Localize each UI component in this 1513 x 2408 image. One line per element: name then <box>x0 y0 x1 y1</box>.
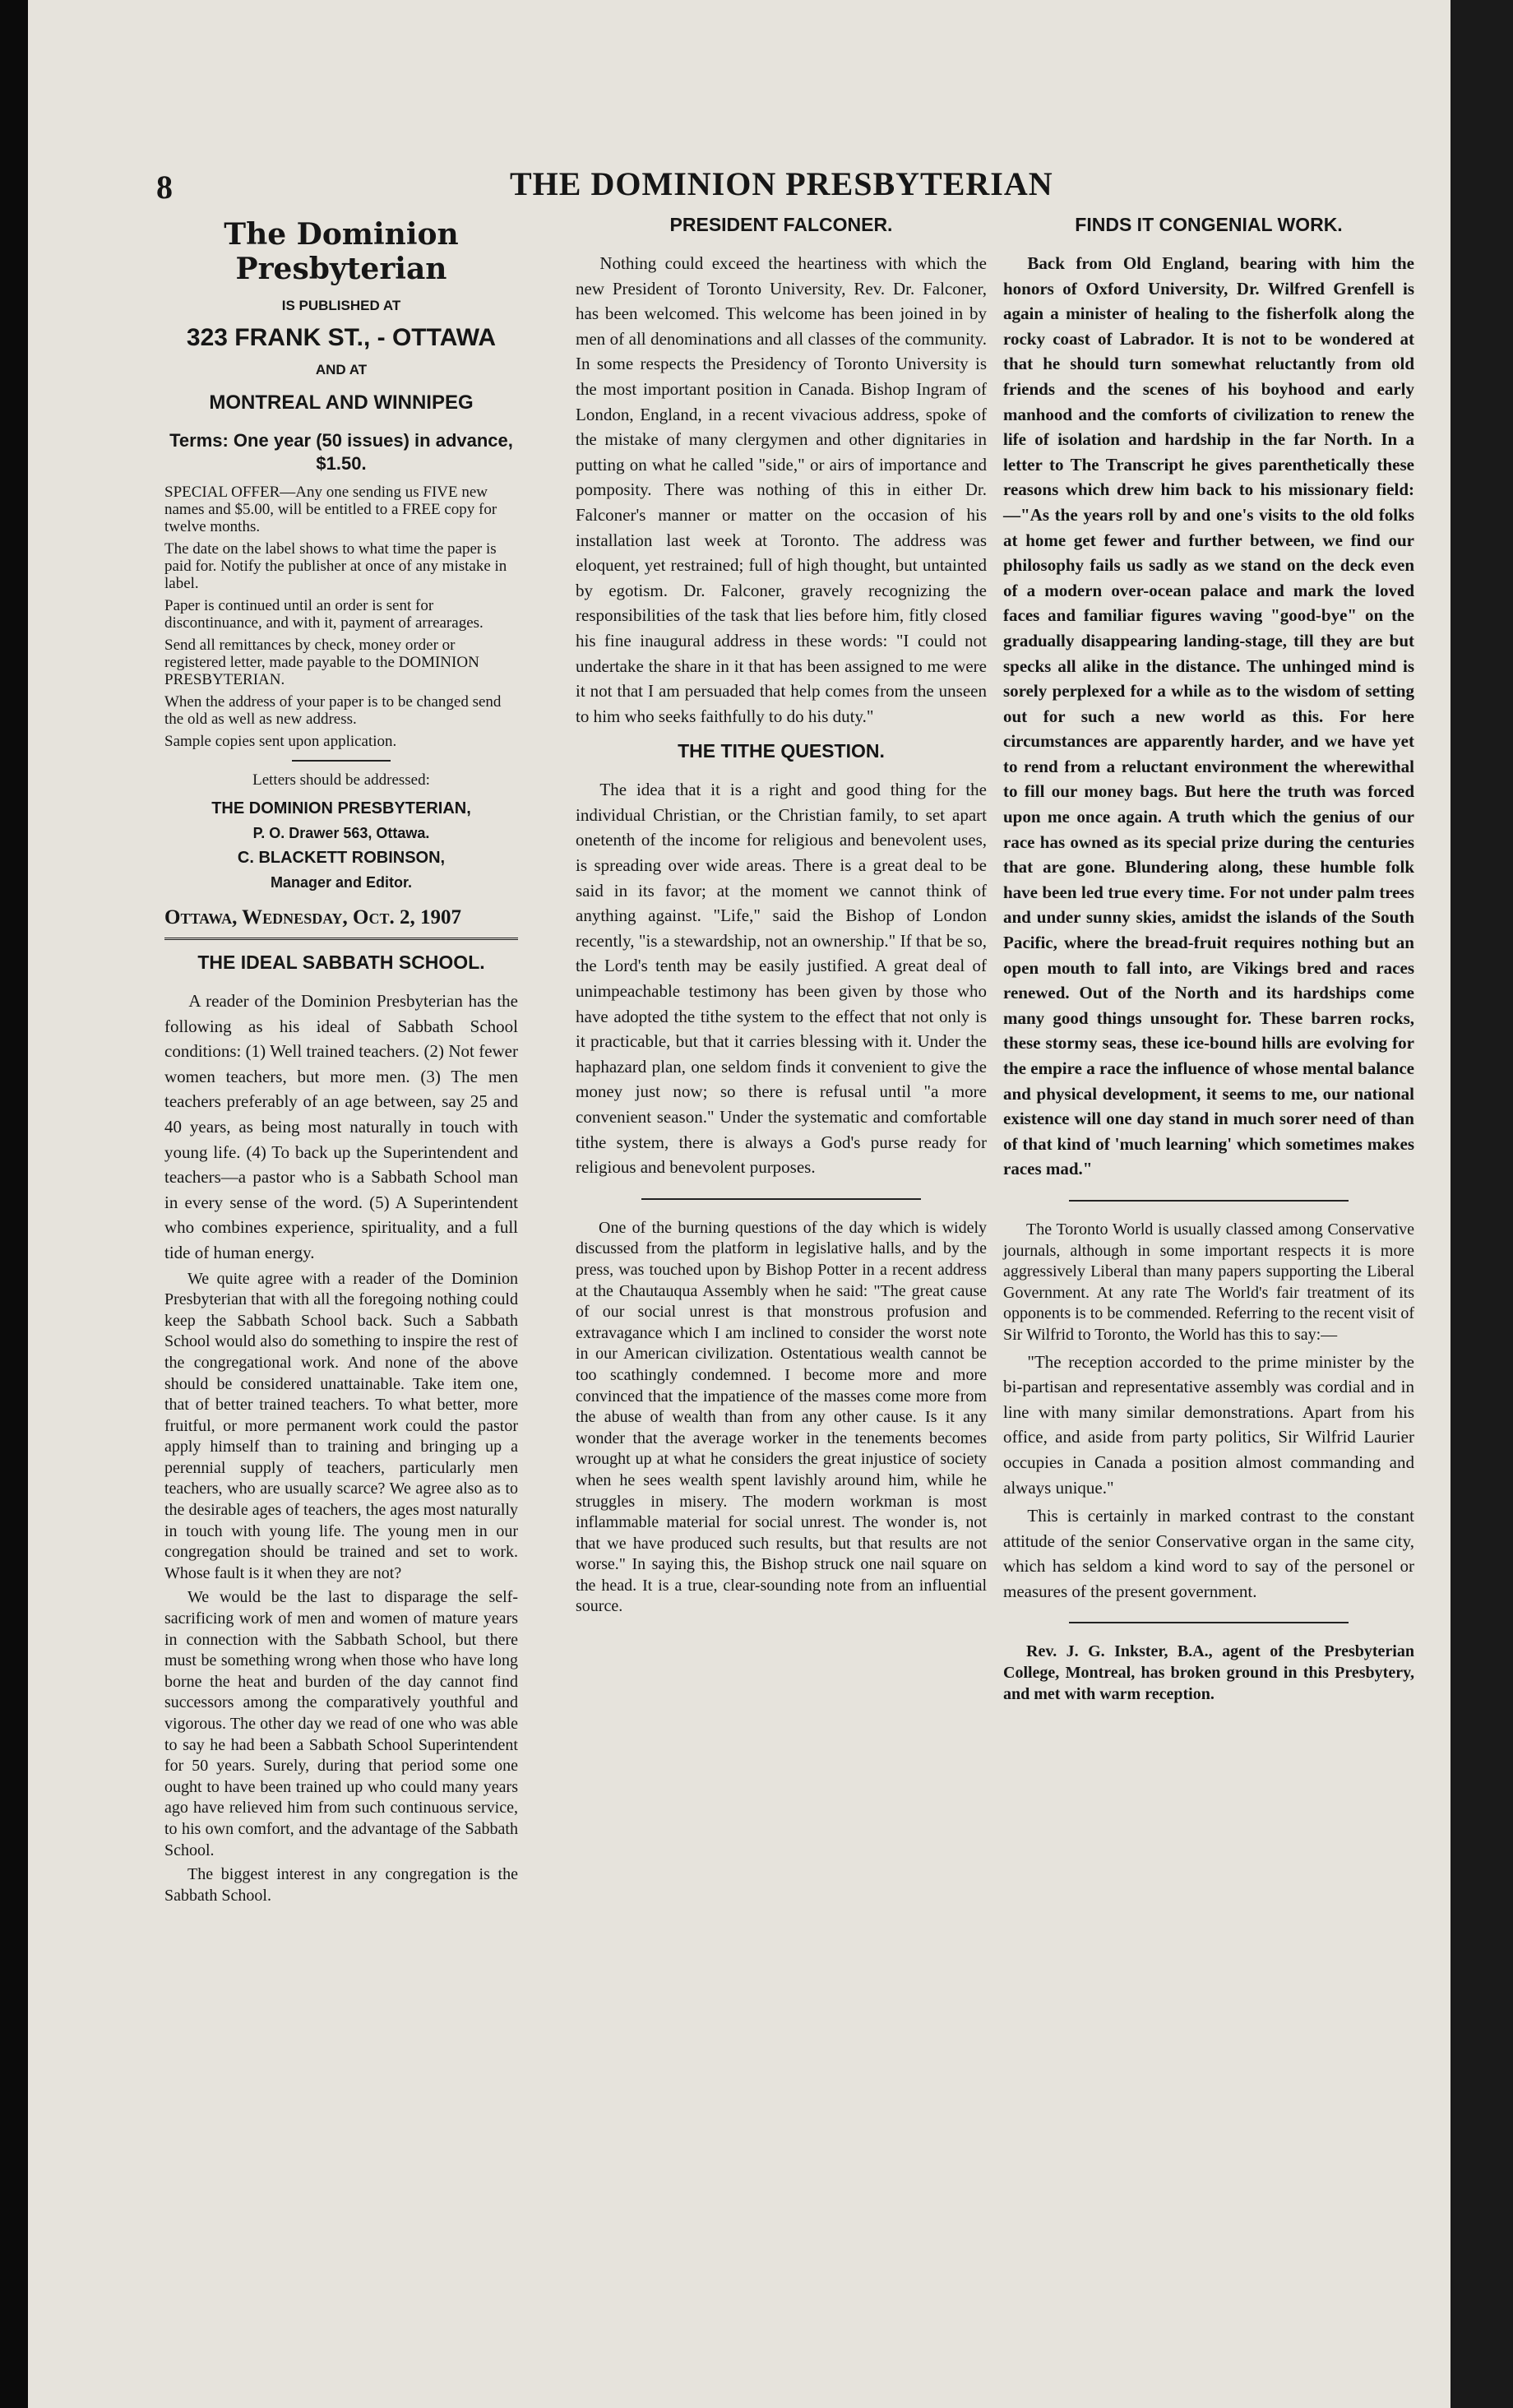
mailing-name: THE DOMINION PRESBYTERIAN, <box>211 799 471 817</box>
running-header: THE DOMINION PRESBYTERIAN <box>510 165 1053 202</box>
publisher-address: 323 FRANK ST., - OTTAWA <box>186 324 497 351</box>
article-heading: FINDS IT CONGENIAL WORK. <box>1075 214 1343 235</box>
divider <box>1069 1200 1349 1202</box>
divider <box>641 1198 921 1200</box>
article-paragraph: A reader of the Dominion Presbyterian has the following as his ideal of Sabbath School conditions: (1) Well trained teachers. (2) Not fewer women teachers, but more men. (3) The men teachers preferably of an age between, say 25 and 40 years, as being most naturally in touch with young life. (4) To back up the Superintendent and teachers—a pastor who is a Sabbath School man in every sense of the word. (5) A Superintendent who combines experience, spirituality, and a full tide of human energy. <box>164 991 518 1262</box>
notice: Send all remittances by check, money order or registered letter, made payable to the DOMINION PRESBYTERIAN. <box>164 637 479 688</box>
article-heading: PRESIDENT FALCONER. <box>669 214 893 235</box>
mailing-po: P. O. Drawer 563, Ottawa. <box>252 825 430 841</box>
column-right <box>1003 214 1414 1708</box>
notice: When the address of your paper is to be changed send the old as well as new address. <box>164 693 502 728</box>
dateline: Ottawa, Wednesday, Oct. 2, 1907 <box>164 906 518 940</box>
article-paragraph: The Toronto World is usually classed among Conservative journals, although in some important respects it is more aggressively Liberal than many papers supporting the Liberal Government. At any rate The World's fair treatment of its opponents is to be commended. Referring to the recent visit of Sir Wilfrid to Toronto, the World has this to say:— <box>1003 1220 1414 1344</box>
divider <box>1069 1622 1349 1623</box>
notice: Paper is continued until an order is sent for discontinuance, and with it, payment of arrearages. <box>164 597 484 632</box>
article-paragraph: The biggest interest in any congregation is the Sabbath School. <box>164 1865 518 1905</box>
article-paragraph: This is certainly in marked contrast to the constant attitude of the senior Conservative organ in the same city, which has seldom a kind word to say of the personel or measures of the present government. <box>1003 1506 1414 1601</box>
editor-name: C. BLACKETT ROBINSON, <box>237 849 446 867</box>
scan-edge <box>1451 0 1513 2408</box>
page-content <box>156 156 1423 2336</box>
published-at: IS PUBLISHED AT <box>281 298 401 313</box>
cities: MONTREAL AND WINNIPEG <box>209 391 474 414</box>
notice: SPECIAL OFFER—Any one sending us FIVE new names and $5.00, will be entitled to a FREE copy for twelve months. <box>164 484 497 535</box>
column-middle <box>576 214 987 1621</box>
article-heading: THE IDEAL SABBATH SCHOOL. <box>197 952 485 973</box>
article-paragraph: Back from Old England, bearing with him the honors of Oxford University, Dr. Wilfred Grenfell is again a minister of healing to the fisherfolk along the rocky coast of Labrador. It is not to be wondered at that he should turn somewhat reluctantly from old friends and the scenes of his boyhood and early manhood and the comforts of civilization to renew the life of isolation and hardship in the far North. In a letter to The Transcript he gives parenthetically these reasons which drew him back to his missionary field:—"As the years roll by and one's visits to the old folks at home get fewer and further between, we find our philosophy fails us sadly as we stand on the deck even of a modern over-ocean palace and mark the loved faces and familiar figures waving "good-bye" on the gradually disappearing landing-stage, till they are but specks all alike in the distance. The unhinged mind is sorely perplexed for a while as to the wisdom of setting out for such a new world as this. For here circumstances are apparently harder, and we have yet to rend from a reluctant environment the wherewithal to fill our money bags. But here the truth was forced upon me once again. A truth which the genius of our race has owned as its special prize during the centuries that are gone. Blundering along, these humble folk have been led true every time. For not under palm trees and under sunny skies, amidst the islands of the South Pacific, where the bread-fruit requires nothing but an open mouth to fall into, are Vikings bred and races renewed. Out of the North and its hardships come many good things unsought for. These barren rocks, these stormy seas, these ice-bound hills are evolving for the empire a race the influence of whose mental balance and physical development, it seems to me, our national existence will one day stand in much sorer need of than of that kind of 'much learning' which sometimes makes races mad." <box>1003 253 1414 1179</box>
editor-title: Manager and Editor. <box>270 874 413 891</box>
article-paragraph: "The reception accorded to the prime minister by the bi-partisan and representative assembly was cordial and in line with many similar demonstrations. Apart from his office, and aside from party politics, Sir Wilfrid Laurier occupies in Canada a position almost commanding and always unique." <box>1003 1351 1414 1498</box>
page-number: 8 <box>156 169 173 206</box>
article-paragraph: Rev. J. G. Inkster, B.A., agent of the Presbyterian College, Montreal, has broken ground in this Presbytery, and met with warm reception. <box>1003 1642 1414 1703</box>
subscription-terms: Terms: One year (50 issues) in advance, $1.50. <box>169 430 513 474</box>
article-paragraph: Nothing could exceed the heartiness with which the new President of Toronto University, Rev. Dr. Falconer, has been welcomed. This welcome has been joined in by men of all denominations and all classes of the community. In some respects the Presidency of Toronto University is the most important position in Canada. Bishop Ingram of London, England, in a recent vivacious address, spoke of the mistake of many clergymen and other dignitaries in putting on what he called "side," or airs of importance and pomposity. There was nothing of this in either Dr. Falconer's manner or matter on the occasion of his installation last week at Toronto. The address was eloquent, yet restrained; full of high thought, but untainted by egotism. Dr. Falconer, gravely recognizing the responsibilities of the task that lies before him, fitly closed his fine inaugural address in these words: "I could not undertake the share in it that has been assigned to me were it not that I am persuaded that help comes from the unseen to him who seeks faithfully to do his duty." <box>576 253 987 726</box>
article-paragraph: The idea that it is a right and good thing for the individual Christian, or the Christian family, to set apart onetenth of the income for religious and benevolent uses, is spreading over wide areas. There is a great deal to be said in its favor; at the moment we cannot think of anything against. "Life," said the Bishop of London recently, "is a stewardship, not an ownership." If that be so, the Lord's tenth may be easily justified. A great deal of unimpeachable testimony has been given by those who have adopted the tithe system to the effect that not only is it practicable, but that it carries blessing with it. Under the haphazard plan, one seldom finds it convenient to give the money just now; so there is refusal until "a more convenient season." Under the systematic and comfortable tithe system, there is always a God's purse ready for religious and benevolent purposes. <box>576 780 987 1178</box>
divider <box>292 760 391 762</box>
article-paragraph: We quite agree with a reader of the Dominion Presbyterian that with all the foregoing nothing could keep the Sabbath School back. Such a Sabbath School would also do something to inspire the rest of the congregational work. And none of the above should be considered unattainable. Take item one, that of better trained teachers. To what better, more fruitful, or more permanent work could the pastor apply himself than to training and bringing up a perennial supply of teachers, particularly men teachers, who are usually scarce? We agree also as to the desirable ages of teachers, the ages most naturally in touch with young life. The young men in our congregation should be trained and set to work. Whose fault is it when they are not? <box>164 1269 518 1582</box>
article-paragraph: One of the burning questions of the day which is widely discussed from the platform in legislative halls, and by the press, was touched upon by Bishop Potter in a recent address at the Chautauqua Assembly when he said: "The great cause of our social unrest is that monstrous profusion and extravagance which I am inclined to consider the worst note in our American civilization. Ostentatious wealth cannot be too scathingly condemned. I become more and more convinced that the impatience of the masses come more from the abuse of wealth than from any other cause. Is it any wonder that the average worker in the tenements becomes wrought up at what he considers the great injustice of society when he sees wealth spent lavishly around him, while he struggles in misery. The modern workman is most inflammable material for social unrest. The wonder is, not that we have produced such results, but that results are not worse." In saying this, the Bishop struck one nail square on the head. It is a true, clear-sounding note from an influential source. <box>576 1218 987 1616</box>
column-left <box>164 214 518 1910</box>
and-at: AND AT <box>315 362 368 377</box>
notice: The date on the label shows to what time the paper is paid for. Notify the publisher at once of any mistake in label. <box>164 540 507 592</box>
article-paragraph: We would be the last to disparage the self-sacrificing work of men and women of mature years in connection with the Sabbath School, but there must be something wrong when those who have long borne the heat and burden of the day cannot find successors among the comparatively youthful and vigorous. The other day we read of one who was able to say he had been a Sabbath School Superintendent for 50 years. Surely, during that period some one ought to have been trained up who could many years ago have relieved him from such continuous service, to his own comfort, and the advantage of the Sabbath School. <box>164 1588 518 1859</box>
article-heading: THE TITHE QUESTION. <box>678 740 885 762</box>
notice: Sample copies sent upon application. <box>164 733 397 750</box>
masthead: The Dominion Presbyterian <box>224 217 459 286</box>
letters-label: Letters should be addressed: <box>252 771 430 789</box>
